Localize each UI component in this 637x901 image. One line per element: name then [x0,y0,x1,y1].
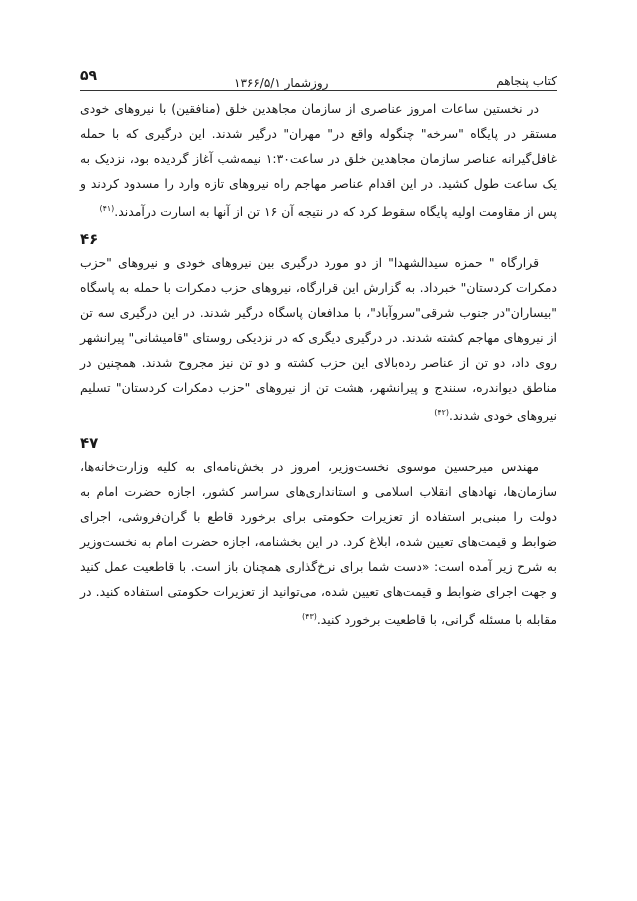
page-content [80,96,557,632]
page-number: ۵۹ [80,68,98,84]
footnote-ref: (۴۱) [99,204,115,213]
entry-number: ۴۶ [80,230,99,249]
entry-text: مهندس میرحسین موسوی نخست‌وزیر، امروز در بخش‌نامه‌ای به کلیه وزارت‌خانه‌ها، سازمان‌ها، نهادهای انقلاب اسلامی و استانداری‌های سراسر کشور، اجازه حضرت امام به دولت را مبنی‌بر استفاده از تعزیرات حکومتی برای برخورد قاطع با گران‌فروشی، اجرای ضوابط و قیمت‌های تعیین شده، ابلاغ کرد. در این بخشنامه، اجازه حضرت امام به نخست‌وزیر به شرح زیر آمده است: «دست شما برای نرخ‌گذاری همچنان باز است. با قاطعیت عمل کنید و جهت اجرای ضوابط و قیمت‌های تعیین شده، می‌توانید از تعزیرات حکومتی استفاده کنید. در مقابله با مسئله گرانی، با قاطعیت برخورد کنید. [80,459,557,628]
entry-paragraph [80,454,557,632]
entry-paragraph [80,250,557,428]
entry-number: ۴۷ [80,434,99,453]
entry-text: قرارگاه " حمزه سیدالشهدا" از دو مورد درگیری بین نیروهای خودی و نیروهای "حزب دمکرات کردستان" خبرداد. به گزارش این قرارگاه، نیروهای حزب دمکرات با حمله به پاسگاه "بیساران"در جنوب شرقی"سروآباد"، با مدافعان پاسگاه درگیر شدند. در این درگیری سه تن از نیروهای مهاجم کشته شدند. در درگیری دیگری که در نزدیکی روستای "قامیشانی" پیرانشهر روی داد، دو تن از عناصر رده‌بالای این حزب کشته و دو تن نیز مجروح شدند. همچنین در مناطق دیواندره، سنندج و پیرانشهر، هشت تن از نیروهای "حزب دمکرات کردستان" تسلیم نیروهای خودی شدند. [80,255,557,424]
entry-text: در نخستین ساعات امروز عناصری از سازمان مجاهدین خلق (منافقین) با نیروهای خودی مستقر در پایگاه "سرخه" چنگوله واقع در" مهران" درگیر شدند. این درگیری که با حمله غافل‌گیرانه عناصر سازمان مجاهدین خلق در ساعت۱:۳۰ نیمه‌شب آغاز گردیده بود، نزدیک به یک ساعت طول کشید. در این اقدام عناصر مهاجم راه نیروهای تازه وارد را مسدود کردند و پس از مقاومت اولیه پایگاه سقوط کرد که در نتیجه آن ۱۶ تن از آنها به اسارت درآمدند. [80,101,558,220]
page-header [80,64,557,94]
footnote-ref: (۴۳) [302,612,317,622]
footnote-ref: (۴۲) [434,408,450,418]
book-title: کتاب پنجاهم [490,74,557,88]
header-rule [80,90,557,91]
date-label: روزشمار ۱۳۶۶/۵/۱ [228,76,334,90]
entry-paragraph [80,96,557,224]
